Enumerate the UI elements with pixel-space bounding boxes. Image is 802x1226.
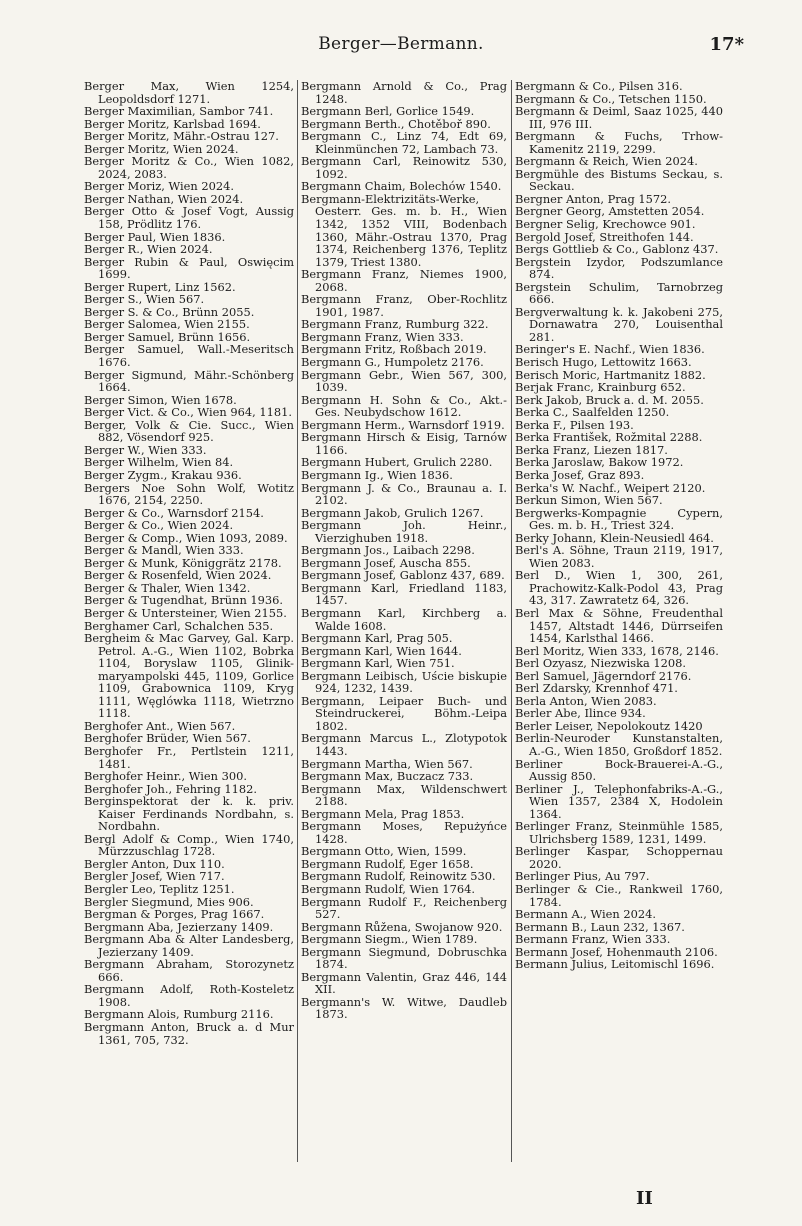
directory-entry: Bergmann Hubert, Grulich 2280. [301,455,493,470]
directory-entry: Berk Jakob, Bruck a. d. M. 2055. [515,392,704,407]
directory-entry: Berla Anton, Wien 2083. [515,693,657,708]
directory-entry: Berjak Franc, Krainburg 652. [515,380,686,395]
directory-entry: Bermann Franz, Wien 333. [515,932,671,947]
directory-entry: Bergmann Karl, Wien 1644. [301,643,462,658]
directory-entry: Bergwerks-Kompagnie Cypern, Ges. m. b. H., Triest 324. [515,505,723,533]
directory-entry: Bergmann, Leipaer Buch- und Steindruckerei, Böhm.-Leipa 1802. [301,693,507,733]
directory-entry: Berghofer Heinr., Wien 300. [84,769,247,784]
directory-entry: Bergmann Aba & Alter Landesberg, Jezierzany 1409. [84,932,294,959]
directory-entry: Berger Samuel, Brünn 1656. [84,329,251,344]
directory-entry: Berger Sigmund, Mähr.-Schönberg 1664. [84,367,294,395]
directory-entry: Bergmann Alois, Rumburg 2116. [84,1007,274,1022]
directory-entry: Bergmann Berth., Chotěboř 890. [301,116,491,131]
directory-entry: Berger W., Wien 333. [84,442,207,457]
directory-entry: Berlinger Franz, Steinmühle 1585, Ulrichsberg 1589, 1231, 1499. [515,819,723,846]
directory-entry: Berger & Untersteiner, Wien 2155. [84,605,287,620]
directory-entry: Berger Otto & Josef Vogt, Aussig 158, Prödlitz 176. [84,204,294,232]
directory-entry: Berlin-Neuroder Kunstanstalten, A.-G., Wien 1850, Großdorf 1852. [515,731,723,758]
directory-entry: Berl Max & Söhne, Freudenthal 1457, Altstadt 1446, Dürrseifen 1454, Karlsthal 1466. [515,605,723,646]
directory-entry: Bergmann Fritz, Roßbach 2019. [301,342,487,357]
directory-entry: Berka's W. Nachf., Weipert 2120. [515,480,706,495]
directory-entry: Bergmann & Co., Tetschen 1150. [515,91,707,106]
directory-entry: Bergmann Max, Buczacz 733. [301,769,474,784]
directory-entry: Bergmann Adolf, Roth-Kosteletz 1908. [84,982,294,1009]
directory-entry: Berka František, Rožmital 2288. [515,430,703,445]
directory-entry: Bergmann Anton, Bruck a. d Mur 1361, 705, 732. [84,1020,294,1047]
directory-entry: Berky Johann, Klein-Neusiedl 464. [515,530,714,545]
directory-entry: Berger Moriz, Wien 2024. [84,179,234,194]
directory-entry: Bergmann C., Linz 74, Edt 69, Kleinmünchen 72, Lambach 73. [301,129,507,156]
directory-entry: Bergmann Růžena, Swojanow 920. [301,919,503,934]
directory-entry: Berger Rupert, Linz 1562. [84,279,236,294]
directory-entry: Berger S. & Co., Brünn 2055. [84,304,255,319]
directory-entry: Bergmann Ig., Wien 1836. [301,467,453,482]
directory-entry: Bergmann's W. Witwe, Daudleb 1873. [301,994,507,1022]
directory-entry: Berger & Rosenfeld, Wien 2024. [84,568,272,583]
directory-entry: Bermann A., Wien 2024. [515,907,656,922]
directory-entry: Berka Franz, Liezen 1817. [515,442,668,457]
directory-entry: Bergmann Max, Wildenschwert 2188. [301,781,507,809]
directory-entry: Berliner J., Telephonfabriks-A.-G., Wien 1357, 2384 X, Hodolein 1364. [515,781,723,821]
directory-entry: Berger Wilhelm, Wien 84. [84,455,234,470]
directory-entry: Berlinger Pius, Au 797. [515,869,650,884]
page-number: 17* [709,34,744,55]
directory-entry: Bermann B., Laun 232, 1367. [515,919,685,934]
directory-entry: Berger Samuel, Wall.-Meseritsch 1676. [84,342,294,370]
directory-entry: Berger & Co., Warnsdorf 2154. [84,505,264,520]
directory-entry: Bergmann Carl, Reinowitz 530, 1092. [301,154,507,181]
directory-entry: Berka F., Pilsen 193. [515,417,634,432]
directory-entry: Berger Simon, Wien 1678. [84,392,237,407]
directory-entry: Bergs Gottlieb & Co., Gablonz 437. [515,242,719,257]
directory-column-3 [515,80,723,971]
directory-entry: Berler Leiser, Nepolokoutz 1420 [515,718,703,733]
directory-entry: Bergmann Franz, Wien 333. [301,329,464,344]
directory-entry: Bergmann Herm., Warnsdorf 1919. [301,417,505,432]
directory-entry: Bergmühle des Bistums Seckau, s. Seckau. [515,166,723,194]
directory-column-2 [301,80,507,1021]
directory-entry: Berisch Hugo, Lettowitz 1663. [515,355,692,370]
directory-entry: Berka C., Saalfelden 1250. [515,405,670,420]
directory-entry: Bergstein Schulim, Tarnobrzeg 666. [515,279,723,307]
directory-entry: Berger Moritz & Co., Wien 1082, 2024, 2083. [84,154,294,181]
directory-entry: Bergl Adolf & Comp., Wien 1740, Mürzzuschlag 1728. [84,831,294,859]
directory-entry: Berger & Thaler, Wien 1342. [84,580,251,595]
running-head: Berger—Bermann. [318,34,484,54]
directory-entry: Bergmann Chaim, Bolechów 1540. [301,179,502,194]
directory-entry: Berlinger & Cie., Rankweil 1760, 1784. [515,882,723,909]
directory-entry: Bergmann Leibisch, Uście biskupie 924, 1232, 1439. [301,668,507,696]
directory-entry: Bergmann Karl, Wien 751. [301,656,455,671]
directory-entry: Bergmann Siegm., Wien 1789. [301,932,478,947]
directory-entry: Bergner Selig, Krechowce 901. [515,217,696,232]
directory-entry: Berger & Mandl, Wien 333. [84,543,244,558]
directory-entry: Berger & Munk, Königgrätz 2178. [84,555,282,570]
directory-entry: Bergold Josef, Streithofen 144. [515,229,694,244]
directory-entry: Berger Max, Wien 1254, Leopoldsdorf 1271. [84,79,294,106]
directory-entry: Bergmann Martha, Wien 567. [301,756,473,771]
directory-entry: Bergman & Porges, Prag 1667. [84,907,265,922]
directory-entry: Berghofer Fr., Pertlstein 1211, 1481. [84,743,294,771]
directory-entry: Berger Moritz, Mähr.-Ostrau 127. [84,129,279,144]
directory-entry: Berghamer Carl, Schalchen 535. [84,618,274,633]
directory-entry: Bergmann G., Humpoletz 2176. [301,355,484,370]
directory-entry: Berger Moritz, Wien 2024. [84,141,239,156]
directory-entry: Bergmann Mela, Prag 1853. [301,806,465,821]
directory-entry: Bergmann Moses, Repużyńce 1428. [301,819,507,846]
directory-entry: Berger Paul, Wien 1836. [84,229,226,244]
directory-entry: Berger & Tugendhat, Brünn 1936. [84,593,284,608]
directory-entry: Berginspektorat der k. k. priv. Kaiser Ferdinands Nordbahn, s. Nordbahn. [84,794,294,834]
directory-entry: Berkun Simon, Wien 567. [515,493,663,508]
directory-entry: Bergmann Rudolf, Reinowitz 530. [301,869,496,884]
directory-entry: Bergmann Gebr., Wien 567, 300, 1039. [301,367,507,395]
directory-entry: Bergmann Jos., Laibach 2298. [301,543,475,558]
directory-entry: Bergmann Valentin, Graz 446, 144 XII. [301,969,507,997]
directory-entry: Bergmann Berl, Gorlice 1549. [301,104,475,119]
directory-column-1 [84,80,294,1046]
directory-entry: Bergmann Abraham, Storozynetz 666. [84,957,294,984]
column-divider [511,80,512,1162]
directory-entry: Berger Rubin & Paul, Oswięcim 1699. [84,254,294,282]
directory-entry: Bergmann Josef, Gablonz 437, 689. [301,568,505,583]
directory-entry: Berger Maximilian, Sambor 741. [84,104,274,119]
directory-entry: Berl Moritz, Wien 333, 1678, 2146. [515,643,719,658]
directory-entry: Bergmann & Co., Pilsen 316. [515,79,683,93]
directory-entry: Berghofer Joh., Fehring 1182. [84,781,257,796]
directory-entry: Bergmann H. Sohn & Co., Akt.-Ges. Neubydschow 1612. [301,392,507,420]
directory-entry: Berisch Moric, Hartmanitz 1882. [515,367,706,382]
directory-entry: Bergmann Arnold & Co., Prag 1248. [301,79,507,106]
directory-entry: Bergmann Otto, Wien, 1599. [301,844,467,859]
directory-entry: Bergstein Izydor, Podszumlance 874. [515,254,723,282]
directory-entry: Bergmann-Elektrizitäts-Werke, Oesterr. Ges. m. b. H., Wien 1342, 1352 VIII, Bodenbach 1360, Mähr.-Ostrau 1370, Prag 1374, Reichenberg 1376, Teplitz 1379, Triest 1380. [301,191,507,269]
directory-entry: Berghofer Brüder, Wien 567. [84,731,251,746]
directory-entry: Bergmann Jakob, Grulich 1267. [301,505,484,520]
directory-entry: Berka Jaroslaw, Bakow 1972. [515,455,684,470]
directory-entry: Berger Zygm., Krakau 936. [84,467,242,482]
directory-entry: Berger Vict. & Co., Wien 964, 1181. [84,405,292,420]
directory-entry: Berl Zdarsky, Krennhof 471. [515,681,678,696]
directory-entry: Bergmann Josef, Auscha 855. [301,555,471,570]
directory-entry: Bergheim & Mac Garvey, Gal. Karp. Petrol. A.-G., Wien 1102, Bobrka 1104, Boryslaw 1105, Glinik-maryampolski 445, 1109, Gorlice 1109, Grabownica 1109, Kryg 1111, Węglówka 1118, Wietrzno 1118. [84,631,294,721]
directory-entry: Bergmann & Deiml, Saaz 1025, 440 III, 976 III. [515,104,723,131]
signature-mark: II [636,1188,653,1209]
directory-entry: Bergler Leo, Teplitz 1251. [84,882,235,896]
column-divider [297,80,298,1162]
directory-entry: Berl Samuel, Jägerndorf 2176. [515,668,692,683]
directory-entry: Bergmann Joh. Heinr., Vierzighuben 1918. [301,518,507,545]
directory-entry: Bergner Georg, Amstetten 2054. [515,204,705,219]
directory-entry: Bergmann Hirsch & Eisig, Tarnów 1166. [301,430,507,457]
directory-entry: Bergmann Franz, Rumburg 322. [301,317,489,332]
directory-entry: Berl Ozyasz, Niezwiska 1208. [515,656,686,671]
directory-entry: Bergers Noe Sohn Wolf, Wotitz 1676, 2154, 2250. [84,480,294,508]
directory-entry: Berler Abe, Ilince 934. [515,706,646,721]
directory-entry: Bergmann J. & Co., Braunau a. I. 2102. [301,480,507,508]
directory-entry: Bergmann Aba, Jezierzany 1409. [84,919,274,934]
directory-entry: Berger Salomea, Wien 2155. [84,317,250,332]
directory-entry: Bergmann Karl, Friedland 1183, 1457. [301,580,507,608]
directory-entry: Bergler Anton, Dux 110. [84,856,225,871]
directory-entry: Bergmann Karl, Kirchberg a. Walde 1608. [301,605,507,633]
directory-entry: Bergler Josef, Wien 717. [84,869,225,884]
directory-entry: Berger & Comp., Wien 1093, 2089. [84,530,288,545]
directory-entry: Bergmann & Fuchs, Trhow-Kamenitz 2119, 2299. [515,129,723,156]
directory-entry: Bergmann & Reich, Wien 2024. [515,154,698,169]
directory-entry: Berl D., Wien 1, 300, 261, Prachowitz-Kalk-Podol 43, Prag 43, 317. Zawratetz 64, 326. [515,568,723,608]
directory-entry: Berlinger Kaspar, Schoppernau 2020. [515,844,723,871]
directory-entry: Bergverwaltung k. k. Jakobeni 275, Dornawatra 270, Louisenthal 281. [515,304,723,344]
directory-entry: Bermann Julius, Leitomischl 1696. [515,957,715,972]
directory-entry: Berghofer Ant., Wien 567. [84,718,236,733]
directory-entry: Bergmann Siegmund, Dobruschka 1874. [301,944,507,972]
directory-entry: Berka Josef, Graz 893. [515,467,645,482]
page-header [0,34,802,58]
directory-entry: Bergmann Marcus L., Zlotypotok 1443. [301,731,507,758]
directory-entry: Berger Nathan, Wien 2024. [84,191,244,206]
directory-entry: Berger, Volk & Cie. Succ., Wien 882, Vösendorf 925. [84,417,294,445]
directory-entry: Beringer's E. Nachf., Wien 1836. [515,342,705,357]
directory-entry: Bergmann Rudolf, Wien 1764. [301,882,475,896]
directory-entry: Berliner Bock-Brauerei-A.-G., Aussig 850. [515,756,723,784]
directory-entry: Berl's A. Söhne, Traun 2119, 1917, Wien 2083. [515,543,723,570]
directory-entry: Bergner Anton, Prag 1572. [515,191,671,206]
directory-entry: Bergler Siegmund, Mies 906. [84,894,254,909]
directory-entry: Bermann Josef, Hohenmauth 2106. [515,944,718,959]
directory-entry: Bergmann Rudolf, Eger 1658. [301,856,474,871]
directory-entry: Berger S., Wien 567. [84,292,205,307]
directory-entry: Bergmann Franz, Ober-Rochlitz 1901, 1987. [301,292,507,319]
directory-entry: Berger R., Wien 2024. [84,242,213,257]
directory-entry: Bergmann Rudolf F., Reichenberg 527. [301,894,507,922]
directory-entry: Bergmann Franz, Niemes 1900, 2068. [301,267,507,294]
directory-entry: Bergmann Karl, Prag 505. [301,631,453,646]
directory-entry: Berger Moritz, Karlsbad 1694. [84,116,261,131]
directory-entry: Berger & Co., Wien 2024. [84,518,234,533]
